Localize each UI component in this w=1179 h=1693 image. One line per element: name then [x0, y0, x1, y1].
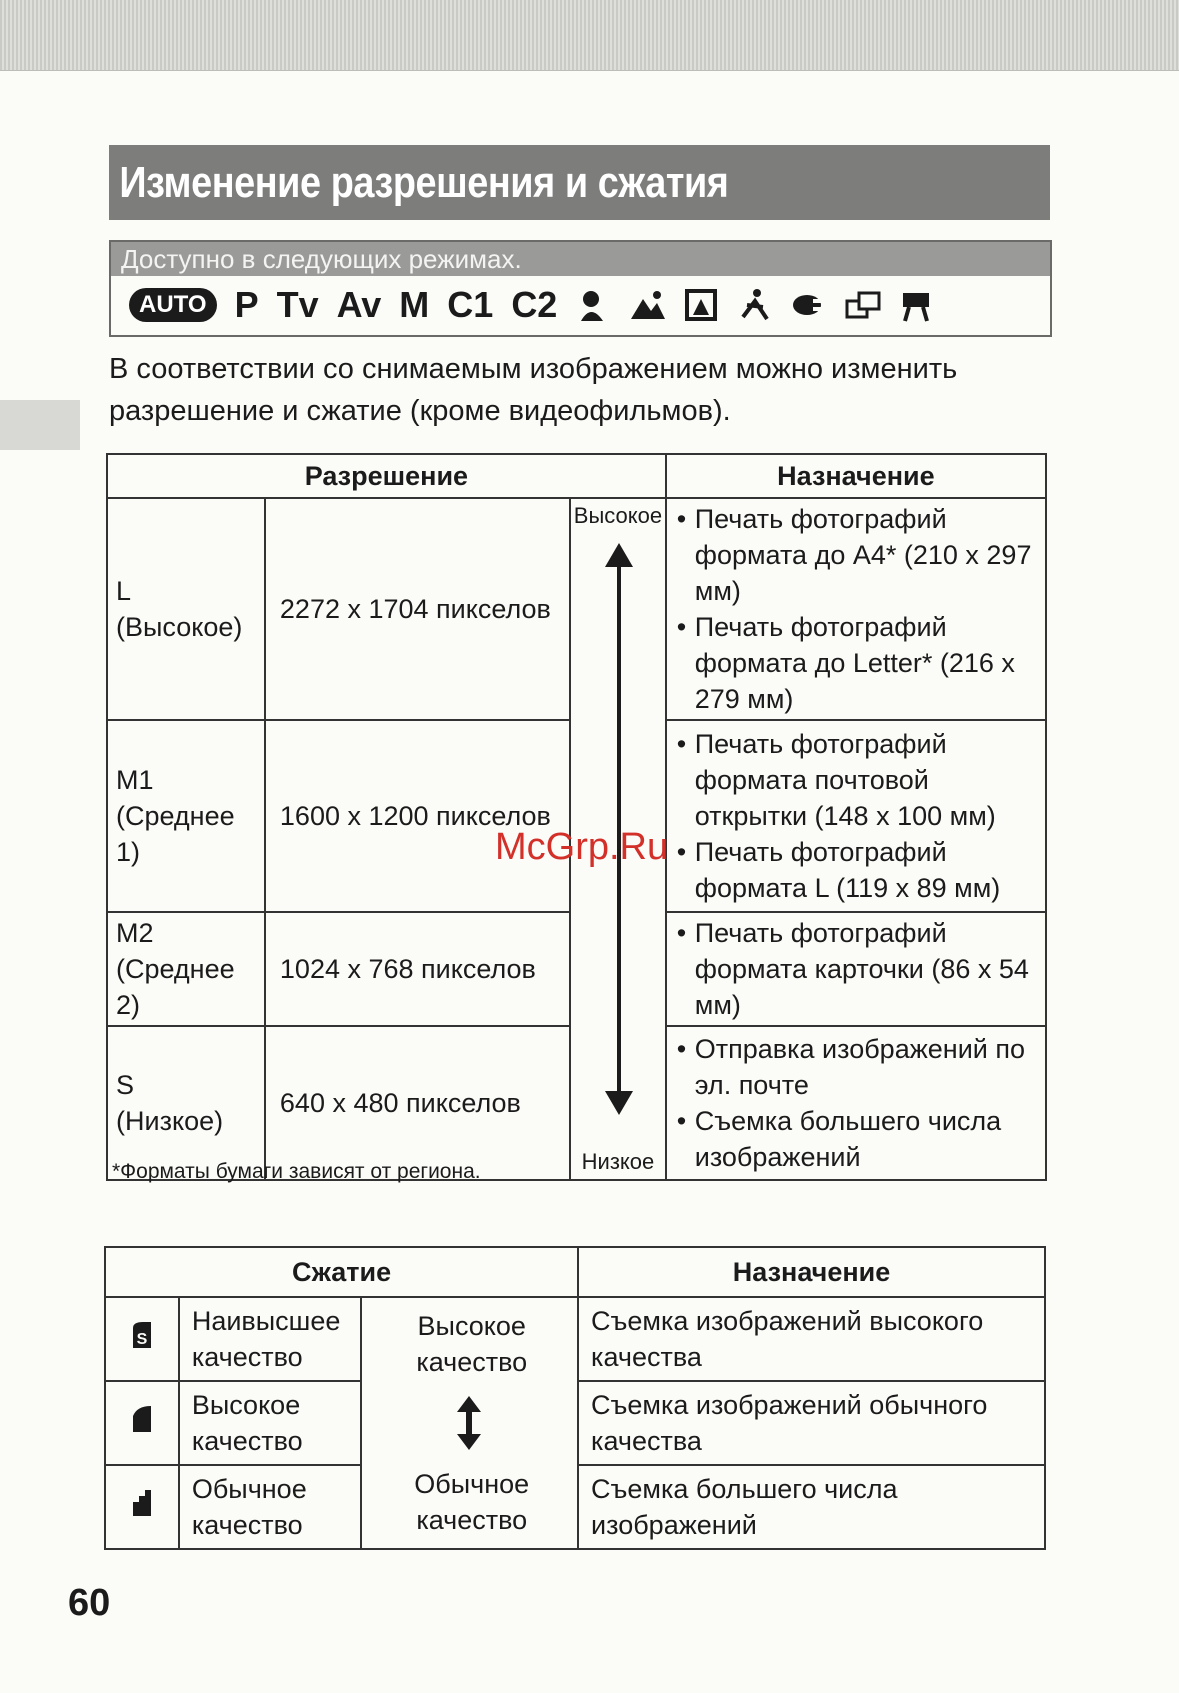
page-top-strip [0, 0, 1179, 71]
size-cell [107, 720, 265, 912]
size-cell [107, 1026, 265, 1180]
stitch-assist-icon [845, 287, 881, 323]
auto-mode-icon: AUTO [129, 288, 217, 322]
purpose-header: Назначение [666, 454, 1046, 498]
compression-label: Обычное качество [179, 1465, 361, 1549]
size-code: M1 [116, 765, 154, 795]
p-mode-icon: P [234, 283, 259, 325]
av-mode-icon: Av [336, 283, 382, 325]
purpose-cell [666, 720, 1046, 912]
size-name: (Среднее 2) [116, 954, 235, 1020]
night-scene-icon [683, 287, 719, 323]
purpose-item: • Печать фотографий формата до A4* (210 x 297 мм) [673, 501, 1039, 609]
portrait-mode-icon [575, 287, 611, 323]
arrow-high-label: Высокое [573, 503, 663, 528]
normal-icon [129, 1488, 155, 1518]
superfine-icon [129, 1320, 155, 1350]
purpose-cell [666, 1026, 1046, 1180]
compression-purpose: Съемка изображений высокого качества [578, 1297, 1045, 1381]
size-cell [107, 498, 265, 720]
compression-icon-cell [105, 1465, 179, 1549]
title-bar [109, 145, 1050, 220]
fine-icon [129, 1404, 155, 1434]
c2-mode-icon: C2 [511, 283, 558, 325]
purpose-item: • Съемка большего числа изображений [673, 1103, 1039, 1175]
compression-label: Наивысшее качество [179, 1297, 361, 1381]
purpose-cell [666, 498, 1046, 720]
resolution-header-row [107, 454, 1046, 498]
footnote: *Форматы бумаги зависят от региона. [112, 1160, 481, 1183]
compression-purpose: Съемка изображений обычного качества [578, 1381, 1045, 1465]
compression-label: Высокое качество [179, 1381, 361, 1465]
resolution-table [106, 453, 1047, 1181]
watermark: McGrp.Ru [495, 826, 669, 868]
size-name: (Высокое) [116, 612, 243, 642]
double-arrow-icon [454, 1394, 484, 1452]
compression-header-row [105, 1247, 1045, 1297]
size-name: (Низкое) [116, 1106, 224, 1136]
sports-icon [737, 287, 773, 323]
page-title: Изменение разрешения и сжатия [119, 157, 729, 207]
c1-mode-icon: C1 [447, 283, 494, 325]
size-code: L [116, 576, 132, 606]
intro-text: В соответствии со снимаемым изображением можно изменить разрешение и сжатие (кроме видеофильмов). [109, 353, 958, 427]
quality-scale-cell [361, 1297, 578, 1549]
modes-label: Доступно в следующих режимах. [111, 242, 1050, 276]
size-code: S [116, 1070, 135, 1100]
compression-table [104, 1246, 1046, 1550]
compression-icon-cell [105, 1381, 179, 1465]
special-scene-icon [791, 287, 827, 323]
purpose-item: • Печать фотографий формата до Letter* (216 x 279 мм) [673, 609, 1039, 717]
pixels-cell: 1024 x 768 пикселов [265, 912, 570, 1026]
purpose-item: • Печать фотографий формата почтовой открытки (148 x 100 мм) [673, 726, 1039, 834]
size-cell [107, 912, 265, 1026]
arrow-low-label: Низкое [581, 1149, 655, 1174]
purpose-item: • Отправка изображений по эл. почте [673, 1031, 1039, 1103]
size-code: M2 [116, 918, 154, 948]
pixels-cell: 1600 x 1200 пикселов [265, 720, 570, 912]
pixels-cell: 2272 x 1704 пикселов [265, 498, 570, 720]
compression-purpose: Съемка большего числа изображений [578, 1465, 1045, 1549]
tv-mode-icon: Tv [276, 283, 319, 325]
landscape-mode-icon [629, 287, 665, 323]
pixels-cell: 640 x 480 пикселов [265, 1026, 570, 1180]
table-row [107, 498, 1046, 720]
purpose-item: • Печать фотографий формата L (119 x 89 мм) [673, 834, 1039, 906]
available-modes-box [109, 240, 1052, 337]
compression-purpose-header: Назначение [578, 1247, 1045, 1297]
compression-icon-cell [105, 1297, 179, 1381]
purpose-item: • Печать фотографий формата карточки (86 x 54 мм) [673, 915, 1039, 1023]
modes-icons-row [111, 276, 1050, 333]
scale-low-label: Обычное качество [414, 1469, 530, 1535]
page-number: 60 [68, 1582, 111, 1624]
side-tab [0, 400, 80, 450]
movie-icon [899, 287, 935, 323]
scale-high-label: Высокое качество [416, 1311, 528, 1377]
purpose-cell [666, 912, 1046, 1026]
table-row [105, 1297, 1045, 1381]
compression-header: Сжатие [105, 1247, 578, 1297]
svg-text:S: S [136, 1330, 148, 1348]
m-mode-icon: M [399, 283, 430, 325]
resolution-header: Разрешение [107, 454, 666, 498]
size-name: (Среднее 1) [116, 801, 235, 867]
